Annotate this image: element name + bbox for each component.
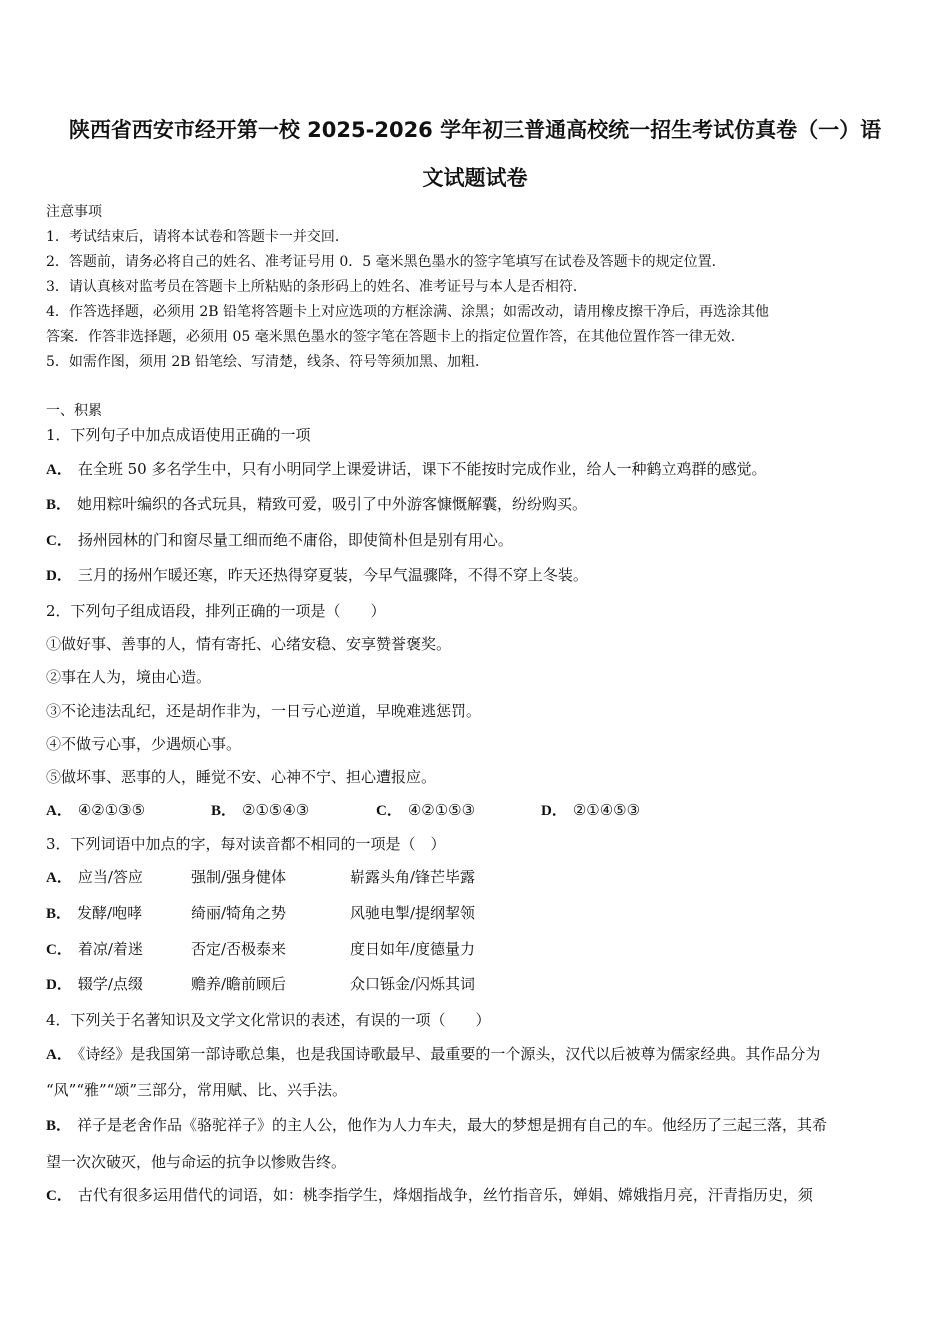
option-word-1: 发酵/咆哮 bbox=[77, 904, 143, 922]
notice-item: 4．作答选择题，必须用 2B 铅笔将答题卡上对应选项的方框涂满、涂黑；如需改动，请用橡皮擦干净后，再选涂其他 bbox=[46, 304, 769, 320]
option-label: D． bbox=[46, 568, 72, 584]
notice-item: 3．请认真核对监考员在答题卡上所粘贴的条形码上的姓名、准考证号与本人是否相符． bbox=[46, 279, 587, 295]
option-text: ④②①③⑤ bbox=[77, 801, 146, 819]
q1-stem: 1．下列句子中加点成语使用正确的一项 bbox=[46, 426, 311, 444]
option-label: B． bbox=[46, 1118, 72, 1134]
option-word-1: 辍学/点缀 bbox=[77, 975, 143, 993]
q4-stem: 4．下列关于名著知识及文学文化常识的表述，有误的一项（ ） bbox=[46, 1011, 491, 1029]
notice-item: 5．如需作图，须用 2B 铅笔绘、写清楚，线条、符号等须加黑、加粗． bbox=[46, 354, 490, 370]
q2-option-a bbox=[46, 800, 145, 821]
option-label: C． bbox=[46, 1188, 72, 1204]
q1-option-a bbox=[46, 459, 766, 480]
option-text: ④②①⑤③ bbox=[407, 801, 476, 819]
option-text: 古代有很多运用借代的词语，如：桃李指学生，烽烟指战争，丝竹指音乐，婵娟、嫦娥指月亮，汗青指历史，须 bbox=[77, 1186, 813, 1204]
q2-option-b bbox=[211, 800, 309, 821]
q3-row-b bbox=[46, 903, 142, 924]
q3-row-c bbox=[46, 939, 143, 960]
q3-stem: 3．下列词语中加点的字，每对读音都不相同的一项是（ ） bbox=[46, 835, 446, 853]
q2-sentence: ③不论违法乱纪，还是胡作非为，一日亏心逆道，早晚难逃惩罚。 bbox=[46, 702, 482, 720]
notice-heading: 注意事项 bbox=[46, 204, 102, 220]
q2-sentence: ②事在人为，境由心造。 bbox=[46, 668, 212, 686]
option-text: 三月的扬州乍暖还寒，昨天还热得穿夏装，今早气温骤降，不得不穿上冬装。 bbox=[77, 566, 588, 584]
q2-stem: 2．下列句子组成语段，排列正确的一项是（ ） bbox=[46, 602, 386, 620]
option-word-3: 崭露头角/锋芒毕露 bbox=[350, 868, 476, 886]
option-label: A． bbox=[46, 462, 72, 478]
option-label: C． bbox=[376, 803, 402, 819]
q4-option-a bbox=[46, 1044, 820, 1065]
option-word-3: 度日如年/度德量力 bbox=[350, 940, 476, 958]
option-word-3: 众口铄金/闪烁其词 bbox=[350, 975, 476, 993]
exam-title-line1: 陕西省西安市经开第一校 2025-2026 学年初三普通高校统一招生考试仿真卷（一）语 bbox=[68, 118, 882, 142]
q3-row-a bbox=[46, 867, 143, 888]
option-word-2: 强制/强身健体 bbox=[191, 868, 287, 886]
q4-option-b-cont: 望一次次破灭，他与命运的抗争以惨败告终。 bbox=[46, 1153, 347, 1171]
q2-sentence: ①做好事、善事的人，情有寄托、心绪安稳、安享赞誉褒奖。 bbox=[46, 635, 452, 653]
option-label: B． bbox=[211, 803, 237, 819]
option-text: 扬州园林的门和窗尽量工细而绝不庸俗，即使简朴但是别有用心。 bbox=[77, 531, 513, 549]
option-text: 祥子是老舍作品《骆驼祥子》的主人公，他作为人力车夫，最大的梦想是拥有自己的车。他经历了三起三落，其希 bbox=[77, 1116, 828, 1134]
option-word-1: 应当/答应 bbox=[77, 868, 143, 886]
exam-title-line2: 文试题试卷 bbox=[422, 166, 528, 190]
option-label: C． bbox=[46, 533, 72, 549]
option-word-2: 否定/否极泰来 bbox=[191, 940, 287, 958]
option-text: 《诗经》是我国第一部诗歌总集，也是我国诗歌最早、最重要的一个源头，汉代以后被尊为儒家经典。其作品分为 bbox=[77, 1045, 821, 1063]
option-label: A． bbox=[46, 870, 72, 886]
q2-option-d bbox=[541, 800, 640, 821]
option-text: 她用粽叶编织的各式玩具，精致可爱，吸引了中外游客慷慨解囊，纷纷购买。 bbox=[77, 495, 588, 513]
notice-item: 答案．作答非选择题，必须用 05 毫米黑色墨水的签字笔在答题卡上的指定位置作答，在其他位置作答一律无效． bbox=[46, 329, 745, 345]
section-heading: 一、积累 bbox=[46, 403, 102, 419]
option-word-2: 赡养/瞻前顾后 bbox=[191, 975, 287, 993]
option-label: B． bbox=[46, 906, 72, 922]
q3-row-d bbox=[46, 974, 143, 995]
option-label: C． bbox=[46, 942, 72, 958]
q1-option-c bbox=[46, 530, 513, 551]
q2-option-c bbox=[376, 800, 475, 821]
option-label: A． bbox=[46, 1047, 72, 1063]
option-word-1: 着凉/着迷 bbox=[77, 940, 143, 958]
option-word-3: 风驰电掣/提纲挈领 bbox=[350, 904, 476, 922]
q2-sentence: ⑤做坏事、恶事的人，睡觉不安、心神不宁、担心遭报应。 bbox=[46, 768, 437, 786]
notice-item: 2．答题前，请务必将自己的姓名、准考证号用 0．5 毫米黑色墨水的签字笔填写在试卷及答题卡的规定位置． bbox=[46, 254, 726, 270]
option-text: 在全班 50 多名学生中，只有小明同学上课爱讲话，课下不能按时完成作业，给人一种鹤立鸡群的感觉。 bbox=[77, 460, 767, 478]
q4-option-c bbox=[46, 1185, 813, 1206]
q4-option-a-cont: “风”“雅”“颂”三部分，常用赋、比、兴手法。 bbox=[46, 1081, 348, 1099]
q2-sentence: ④不做亏心事，少遇烦心事。 bbox=[46, 735, 242, 753]
q4-option-b bbox=[46, 1115, 827, 1136]
q1-option-d bbox=[46, 565, 588, 586]
option-text: ②①④⑤③ bbox=[572, 801, 641, 819]
option-label: A． bbox=[46, 803, 72, 819]
option-label: D． bbox=[46, 977, 72, 993]
option-label: D． bbox=[541, 803, 567, 819]
option-text: ②①⑤④③ bbox=[242, 801, 310, 819]
option-label: B． bbox=[46, 497, 72, 513]
option-word-2: 绮丽/犄角之势 bbox=[191, 904, 287, 922]
q1-option-b bbox=[46, 494, 587, 515]
notice-item: 1．考试结束后，请将本试卷和答题卡一并交回． bbox=[46, 229, 349, 245]
